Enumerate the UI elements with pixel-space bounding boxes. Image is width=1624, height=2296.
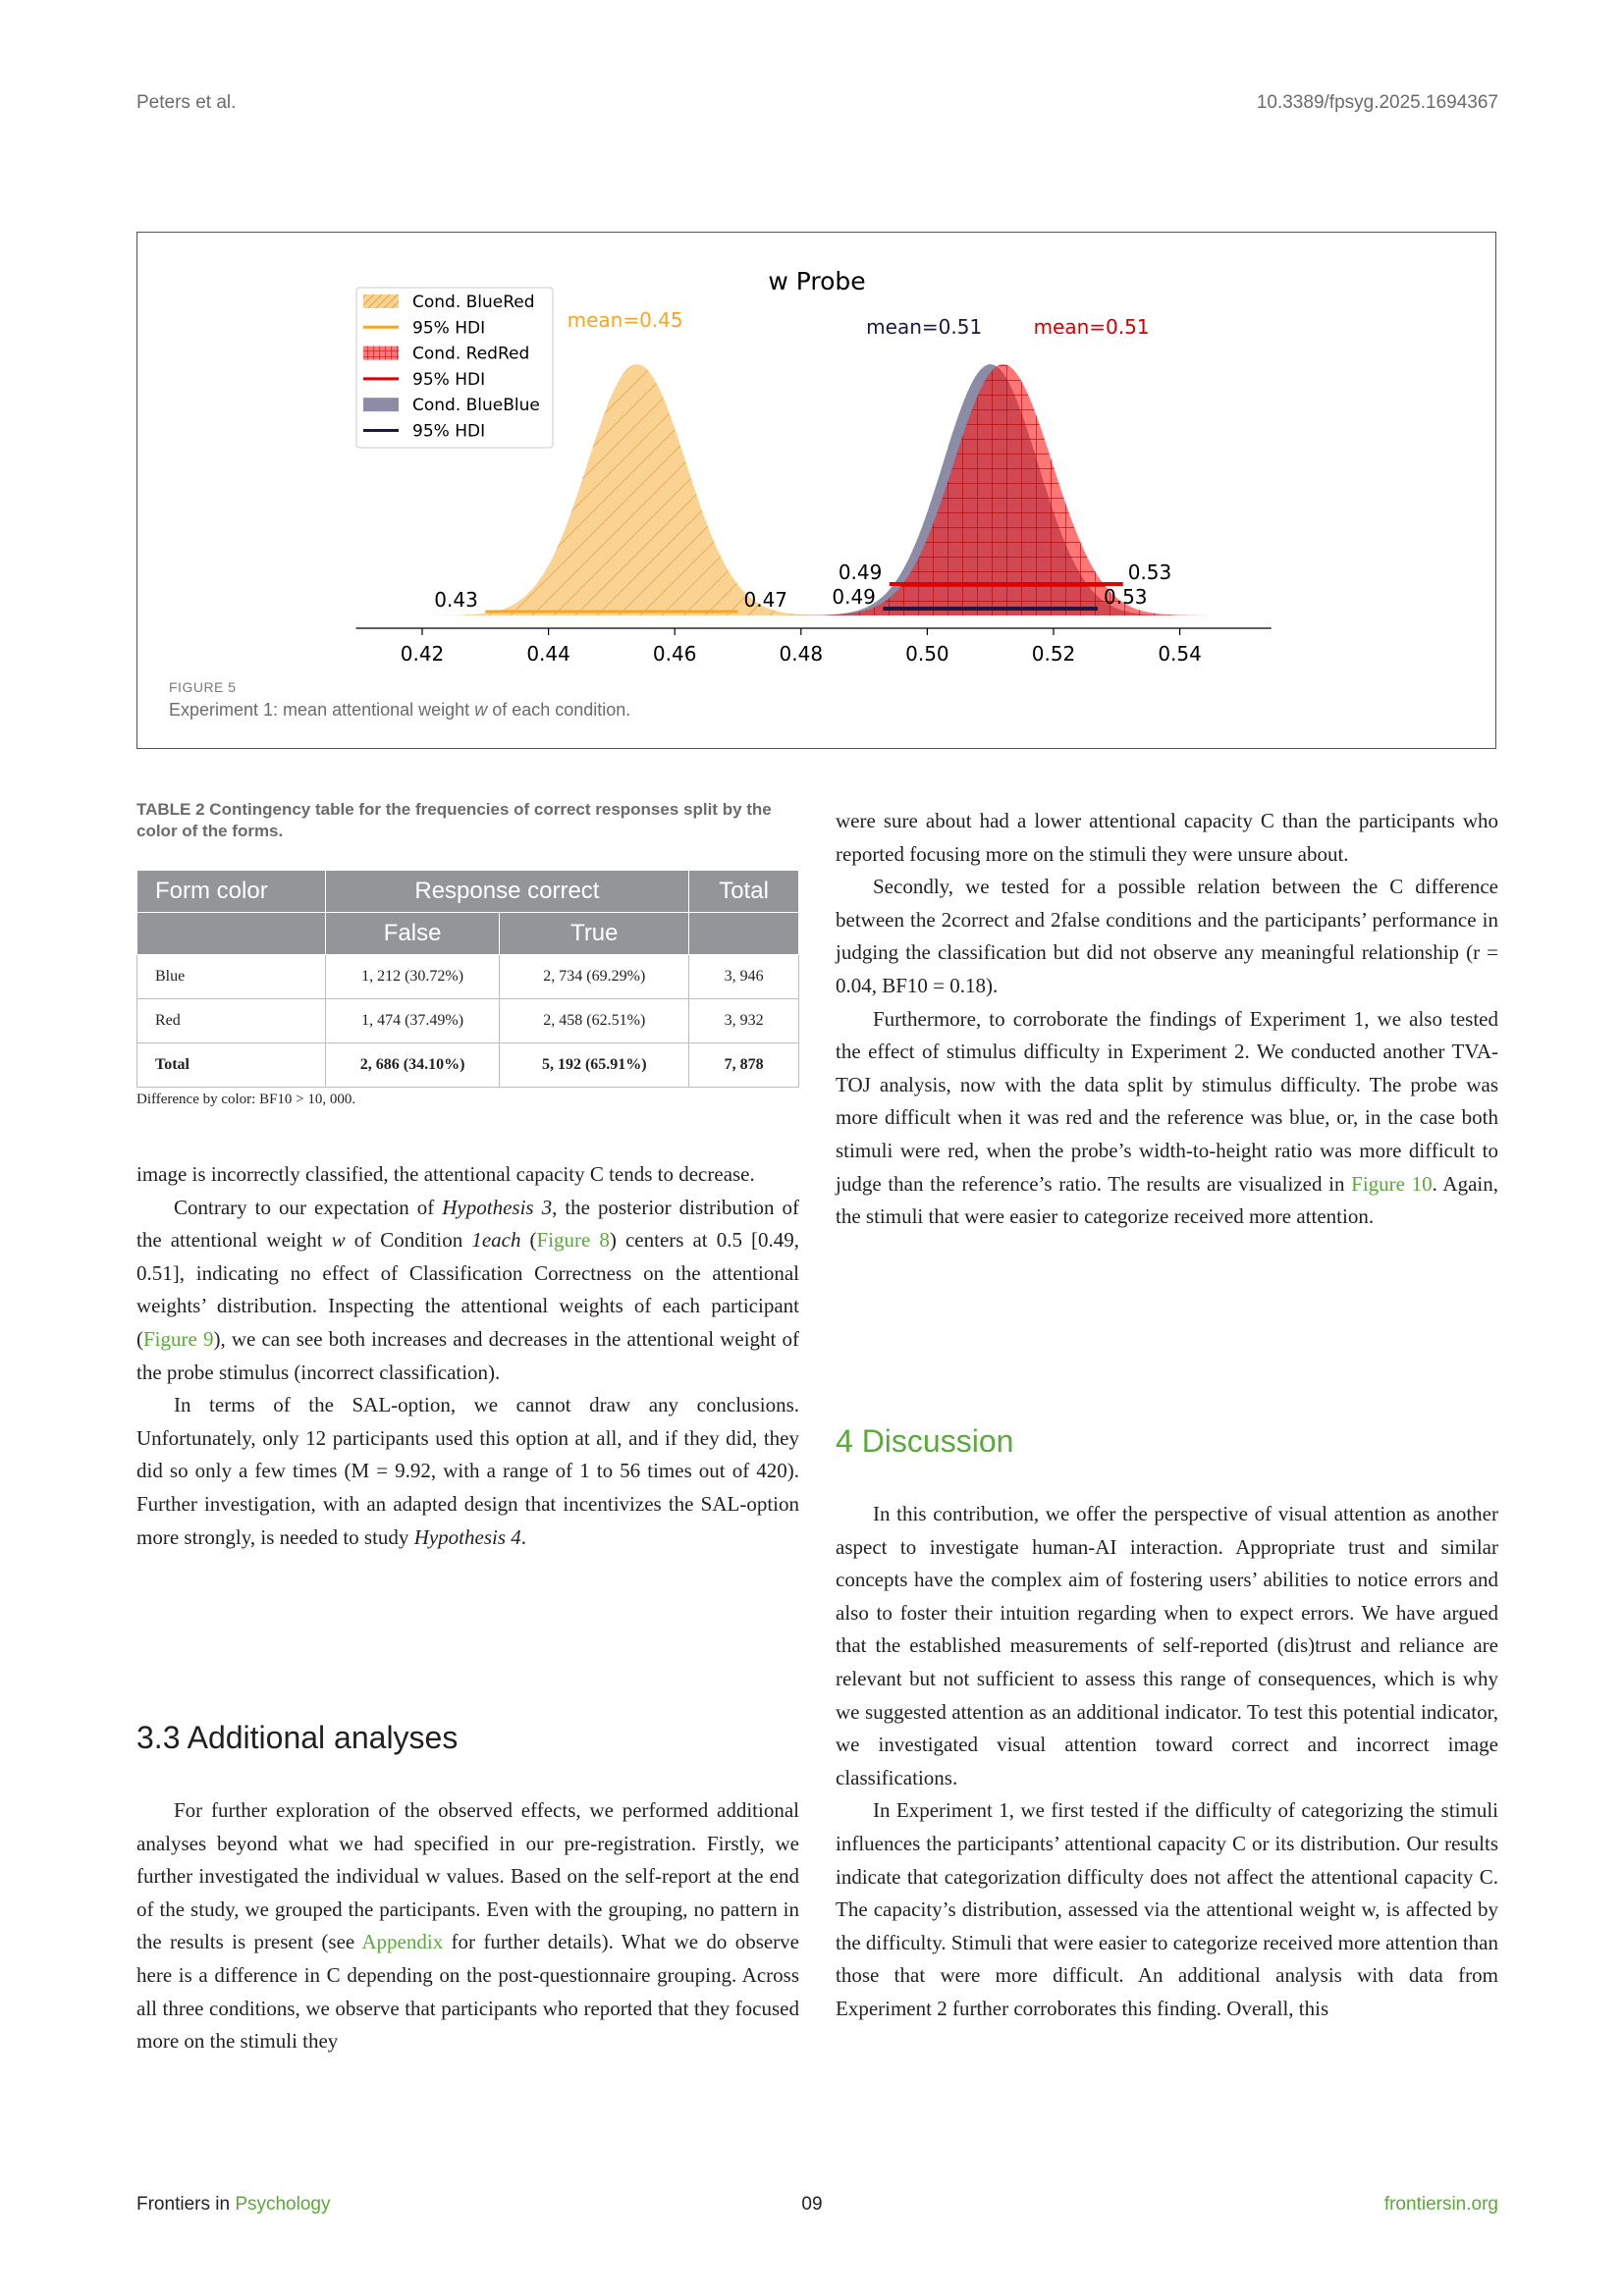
running-header-doi: 10.3389/fpsyg.2025.1694367	[1256, 92, 1498, 113]
footer-journal	[136, 2194, 330, 2216]
text-run: For further exploration of the observed effects, we performed additional analyses beyond what we had specified in our pre-registration. Firstly, we further investigated the individual w values. Based on the self-report at the end of the study, we grouped the participants. Even with the grouping, no pattern in the results is present (see	[136, 1798, 799, 1954]
figure-label: FIGURE 5	[169, 679, 237, 695]
x-tick-label: 0.54	[1158, 642, 1202, 666]
cell-false: 1, 212 (30.72%)	[325, 955, 500, 999]
cell-total: 7, 878	[689, 1043, 799, 1088]
section-heading-3-3: 3.3 Additional analyses	[136, 1720, 459, 1755]
right-column-text-2	[836, 1498, 1498, 2026]
x-tick-label: 0.52	[1031, 642, 1076, 666]
cell-false: 2, 686 (34.10%)	[325, 1043, 500, 1088]
table-row	[137, 955, 799, 999]
left-column-text	[136, 1158, 799, 1554]
cell-total: 3, 932	[689, 999, 799, 1043]
x-tick-label: 0.48	[779, 642, 824, 666]
hdi-high-label: 0.53	[1127, 561, 1172, 584]
mean-label-redred: mean=0.51	[1033, 315, 1150, 339]
header-empty	[137, 913, 326, 955]
text-run: Furthermore, to corroborate the findings of Experiment 1, we also tested the effect of stimulus difficulty in Experiment 2. We conducted another TVA-TOJ analysis, now with the data split by stimulus difficulty. The probe was more difficult when it was red and the reference was blue, or, in the case both stimuli were red, when the probe’s width-to-height ratio was more difficult to judge than the reference’s ratio. The results are visualized in	[836, 1006, 1498, 1196]
text-run: Contrary to our expectation of	[174, 1195, 443, 1219]
legend-label: Cond. RedRed	[412, 344, 530, 364]
figure-9-link[interactable]: Figure 9	[143, 1326, 214, 1351]
running-header-authors: Peters et al.	[136, 92, 237, 113]
legend-label: 95% HDI	[412, 369, 486, 390]
text-run: .	[520, 1524, 527, 1549]
paragraph	[136, 1794, 799, 2058]
cell-false: 1, 474 (37.49%)	[325, 999, 500, 1043]
figure-10-link[interactable]: Figure 10	[1351, 1171, 1433, 1196]
text-run: , the posterior distribution of the attentional weight	[136, 1195, 799, 1253]
section-heading-4: 4 Discussion	[836, 1423, 1014, 1459]
density-hatch-cond-redred	[732, 364, 1274, 615]
paragraph	[136, 1192, 799, 1390]
cell-color: Total	[137, 1043, 326, 1088]
right-column-text	[836, 805, 1498, 1234]
legend-swatch-blueblue	[363, 398, 399, 411]
hdi-low-label: 0.49	[838, 561, 883, 584]
table-total-row	[137, 1043, 799, 1088]
hypothesis-ref: Hypothesis 4	[413, 1524, 521, 1549]
table-row	[137, 999, 799, 1043]
hdi-high-label: 0.47	[743, 588, 788, 612]
paragraph	[836, 1003, 1498, 1234]
x-tick-label: 0.46	[652, 642, 697, 666]
paragraph: In Experiment 1, we first tested if the difficulty of categorizing the stimuli influences the participants’ attentional capacity C or its distribution. Our results indicate that categorization difficulty does not affect the attentional capacity C. The capacity’s distribution, assessed via the attentional weight w, is affected by the difficulty. Stimuli that were easier to categorize received more attention than those that were more difficult. An additional analysis with data from Experiment 2 further corroborates this finding. Overall, this	[836, 1798, 1498, 2020]
mean-label-bluered: mean=0.45	[567, 308, 683, 332]
hypothesis-ref: Hypothesis 3	[442, 1195, 553, 1219]
left-column-text-2	[136, 1794, 799, 2058]
header-empty	[689, 913, 799, 955]
text-run: . Again, the stimuli that were easier to categorize received more attention.	[836, 1171, 1499, 1229]
header-response-correct: Response correct	[325, 871, 688, 913]
cell-true: 2, 458 (62.51%)	[500, 999, 689, 1043]
x-tick-label: 0.44	[526, 642, 570, 666]
legend-label: Cond. BlueBlue	[412, 396, 540, 416]
paragraph: In this contribution, we offer the perspective of visual attention as another aspect to investigate human-AI interaction. Appropriate trust and similar concepts have the complex aim of fostering users’ abilities to notice errors and also to foster their intuition regarding when to expect errors. We have argued that the established measurements of self-reported (dis)trust and reliance are relevant but not sufficient to assess this range of consequences, which is why we suggested attention as an additional indicator. To test this potential indicator, we investigated visual attention toward correct and incorrect image classifications.	[836, 1502, 1498, 1789]
chart-title: w Probe	[768, 267, 866, 295]
header-true: True	[500, 913, 689, 955]
caption-text: Experiment 1: mean attentional weight	[169, 700, 475, 720]
figure-8-link[interactable]: Figure 8	[536, 1228, 610, 1253]
table-title: TABLE 2 Contingency table for the frequencies of correct responses split by the color of the forms.	[136, 800, 772, 840]
caption-variable: w	[474, 700, 488, 720]
condition-name: 1each	[471, 1228, 521, 1253]
contingency-table	[136, 870, 799, 1088]
paragraph: were sure about had a lower attentional capacity C than the participants who reported focusing more on the stimuli they were unsure about.	[836, 809, 1498, 866]
mean-label-blueblue: mean=0.51	[866, 315, 983, 339]
legend-swatch-bluered-hatch	[363, 294, 399, 308]
hdi-low-label: 0.43	[434, 588, 478, 612]
footer-site-link[interactable]: frontiersin.org	[1383, 2194, 1498, 2215]
header-false: False	[325, 913, 500, 955]
hdi-low-label: 0.49	[832, 585, 876, 609]
footer-journal-name[interactable]: Psychology	[235, 2194, 331, 2215]
header-form-color: Form color	[137, 871, 326, 913]
text-run: for further details). What we do observe here is a difference in C depending on the post-questionnaire grouping. Across all three conditions, we observe that participants who reported that they focused more on the stimuli they	[136, 1930, 799, 2054]
paragraph: Secondly, we tested for a possible relation between the C difference between the 2correct and 2false conditions and the participants’ performance in judging the classification but did not observe any meaningful relationship (r = 0.04, BF10 = 0.18).	[836, 875, 1498, 997]
legend-label: 95% HDI	[412, 318, 486, 339]
paragraph	[136, 1389, 799, 1554]
cell-color: Red	[137, 999, 326, 1043]
legend-swatch-redred-hatch	[363, 347, 399, 360]
cell-color: Blue	[137, 955, 326, 999]
x-tick-label: 0.50	[905, 642, 949, 666]
cell-true: 5, 192 (65.91%)	[500, 1043, 689, 1088]
caption-text-end: of each condition.	[487, 700, 631, 720]
appendix-link[interactable]: Appendix	[361, 1930, 444, 1954]
text-run: ) centers at 0.5 [0.49, 0.51], indicating no effect of Classification Correctness on the attentional weights’ distribution. Inspecting the attentional weights of each participant (	[136, 1228, 799, 1351]
legend-label: 95% HDI	[412, 421, 486, 442]
cell-true: 2, 734 (69.29%)	[500, 955, 689, 999]
text-run: (	[520, 1228, 537, 1253]
figure-caption	[169, 700, 630, 721]
header-total: Total	[689, 871, 799, 913]
text-run: of Condition	[345, 1228, 472, 1253]
hdi-high-label: 0.53	[1104, 585, 1148, 609]
page-number: 09	[801, 2194, 823, 2215]
figure-5	[136, 232, 1496, 749]
table-note: Difference by color: BF10 > 10, 000.	[136, 1092, 356, 1107]
text-run: In terms of the SAL-option, we cannot draw any conclusions. Unfortunately, only 12 participants used this option at all, and if they did, they did so only a few times (M = 9.92, with a range of 1 to 56 times out of 420). Further investigation, with an adapted design that incentivizes the SAL-option more strongly, is needed to study	[136, 1393, 799, 1549]
text-run: ), we can see both increases and decreases in the attentional weight of the probe stimulus (incorrect classification).	[136, 1326, 800, 1384]
x-tick-label: 0.42	[400, 642, 445, 666]
footer-journal-prefix: Frontiers in	[136, 2194, 236, 2215]
cell-total: 3, 946	[689, 955, 799, 999]
legend-label: Cond. BlueRed	[412, 293, 535, 312]
variable: w	[331, 1228, 346, 1253]
paragraph: image is incorrectly classified, the attentional capacity C tends to decrease.	[136, 1162, 755, 1186]
posterior-chart	[137, 233, 1494, 674]
chart-legend	[356, 288, 553, 448]
